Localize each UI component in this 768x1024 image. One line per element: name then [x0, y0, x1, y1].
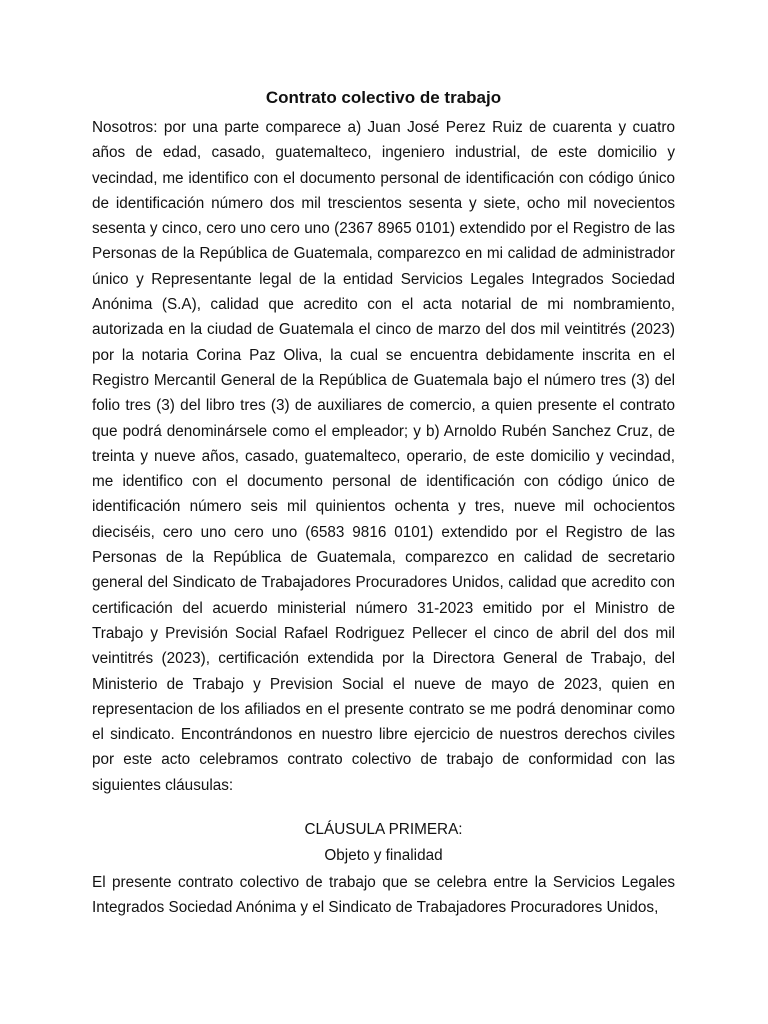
document-title: Contrato colectivo de trabajo [265, 88, 502, 107]
intro-paragraph: Nosotros: por una parte comparece a) Juan José Perez Ruiz de cuarenta y cuatro años de edad, casado, guatemalteco, ingeniero industrial, de este domicilio y vecindad, me identifico con el documento personal de identificación con código único de identificación número dos mil trescientos sesenta y siete, ocho mil novecientos sesenta y cinco, cero uno cero uno (2367 8965 0101) extendido por el Registro de las Personas de la República de Guatemala, comparezco en mi calidad de administrador único y Representante legal de la entidad Servicios Legales Integrados Sociedad Anónima (S.A), calidad que acredito con el acta notarial de mi nombramiento, autorizada en la ciudad de Guatemala el cinco de marzo del dos mil veintitrés (2023) por la notaria Corina Paz Oliva, la cual se encuentra debidamente inscrita en el Registro Mercantil General de la República de Guatemala bajo el número tres (3) del folio tres (3) del libro tres (3) de auxiliares de comercio, a quien presente el contrato que podrá denominársele como el empleador; y b) Arnoldo Rubén Sanchez Cruz, de treinta y nueve años, casado, guatemalteco, operario, de este domicilio y vecindad, me identifico con el documento personal de identificación con código único de identificación número seis mil quinientos ochenta y tres, nueve mil ochocientos dieciséis, cero uno cero uno (6583 9816 0101) extendido por el Registro de las Personas de la República de Guatemala, comparezco en calidad de secretario general del Sindicato de Trabajadores Procuradores Unidos, calidad que acredito con certificación del acuerdo ministerial número 31-2023 emitido por el Ministro de Trabajo y Previsión Social Rafael Rodriguez Pellecer el cinco de abril del dos mil veintitrés (2023), certificación extendida por la Directora General de Trabajo, del Ministerio de Trabajo y Prevision Social el nueve de mayo de 2023, quien en representacion de los afiliados en el presente contrato se me podrá denominar como el sindicato. Encontrándonos en nuestro libre ejercicio de nuestros derechos civiles por este acto celebramos contrato colectivo de trabajo de conformidad con las siguientes cláusulas: [92, 119, 675, 794]
clause-paragraph: El presente contrato colectivo de trabajo que se celebra entre la Servicios Legales Integrados Sociedad Anónima y el Sindicato de Trabajadores Procuradores Unidos, [92, 874, 675, 917]
clause-heading: CLÁUSULA PRIMERA: [304, 821, 463, 838]
clause-subtitle: Objeto y finalidad [324, 847, 443, 864]
